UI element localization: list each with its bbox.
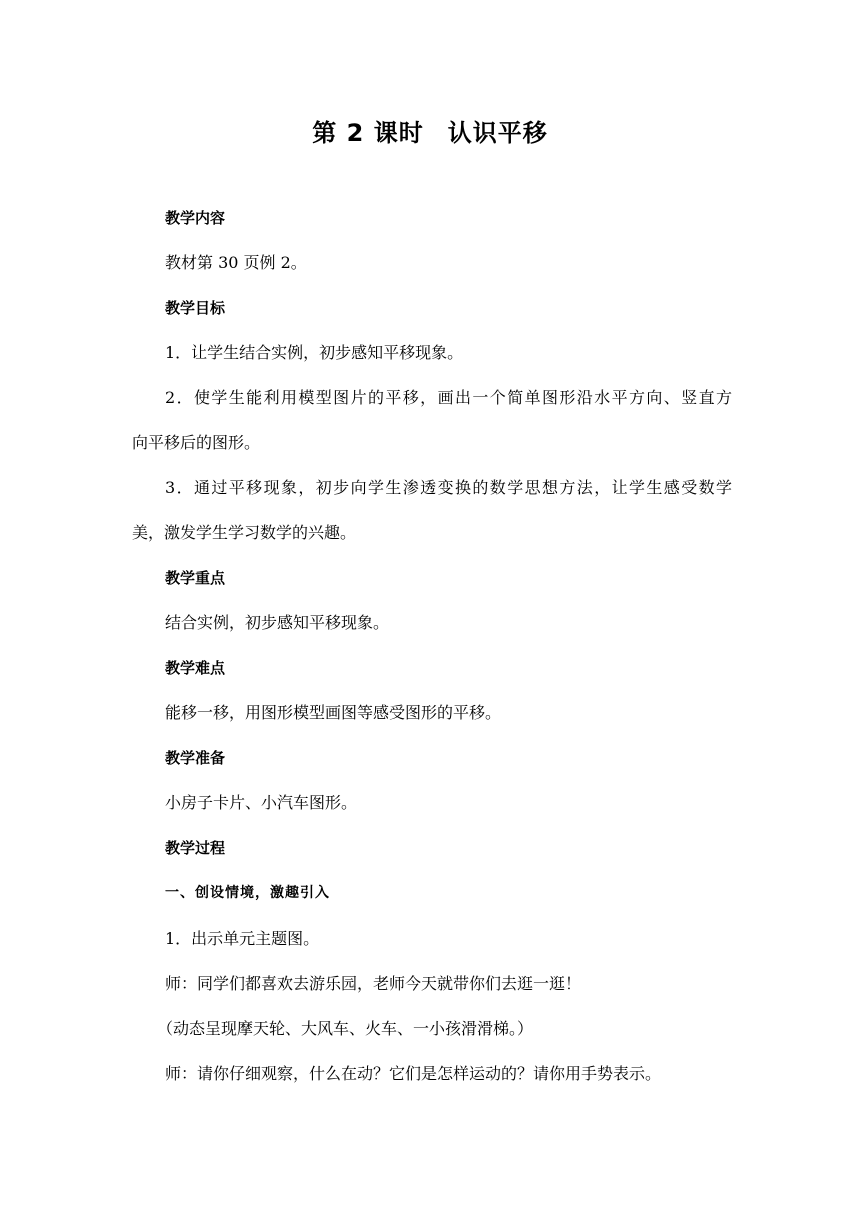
teacher-line-1: 师：同学们都喜欢去游乐园，老师今天就带你们去逛一逛！ — [165, 974, 582, 993]
step-1-heading: 一、创设情境，激趣引入 — [165, 885, 330, 901]
lesson-topic: 认识平移 — [447, 119, 548, 147]
goal-1: 1．让学生结合实例，初步感知平移现象。 — [165, 343, 464, 362]
teaching-key-text: 结合实例，初步感知平移现象。 — [165, 613, 390, 632]
teaching-difficulty-heading: 教学难点 — [165, 659, 226, 677]
goal-3-line-1: 3．通过平移现象，初步向学生渗透变换的数学思想方法，让学生感受数学 — [165, 478, 732, 497]
stage-note: （动态呈现摩天轮、大风车、火车、一小孩滑滑梯。） — [157, 1019, 534, 1038]
teaching-prep-text: 小房子卡片、小汽车图形。 — [165, 793, 358, 812]
teaching-process-heading: 教学过程 — [165, 839, 226, 857]
goal-2-line-1: 2．使学生能利用模型图片的平移，画出一个简单图形沿水平方向、竖直方 — [165, 388, 732, 407]
page-title — [0, 113, 860, 148]
lesson-number: 第 2 课时 — [312, 119, 424, 147]
teaching-goals-heading: 教学目标 — [165, 299, 226, 317]
teaching-key-heading: 教学重点 — [165, 569, 226, 587]
teaching-content-text: 教材第 30 页例 2。 — [165, 253, 307, 272]
step-1-item-1: 1．出示单元主题图。 — [165, 929, 320, 948]
goal-3-line-2: 美，激发学生学习数学的兴趣。 — [132, 523, 357, 542]
teaching-content-heading: 教学内容 — [165, 209, 226, 227]
teaching-prep-heading: 教学准备 — [165, 749, 226, 767]
teacher-line-2: 师：请你仔细观察，什么在动？它们是怎样运动的？请你用手势表示。 — [165, 1064, 662, 1083]
teaching-difficulty-text: 能移一移，用图形模型画图等感受图形的平移。 — [165, 703, 502, 722]
goal-2-line-2: 向平移后的图形。 — [132, 433, 261, 452]
